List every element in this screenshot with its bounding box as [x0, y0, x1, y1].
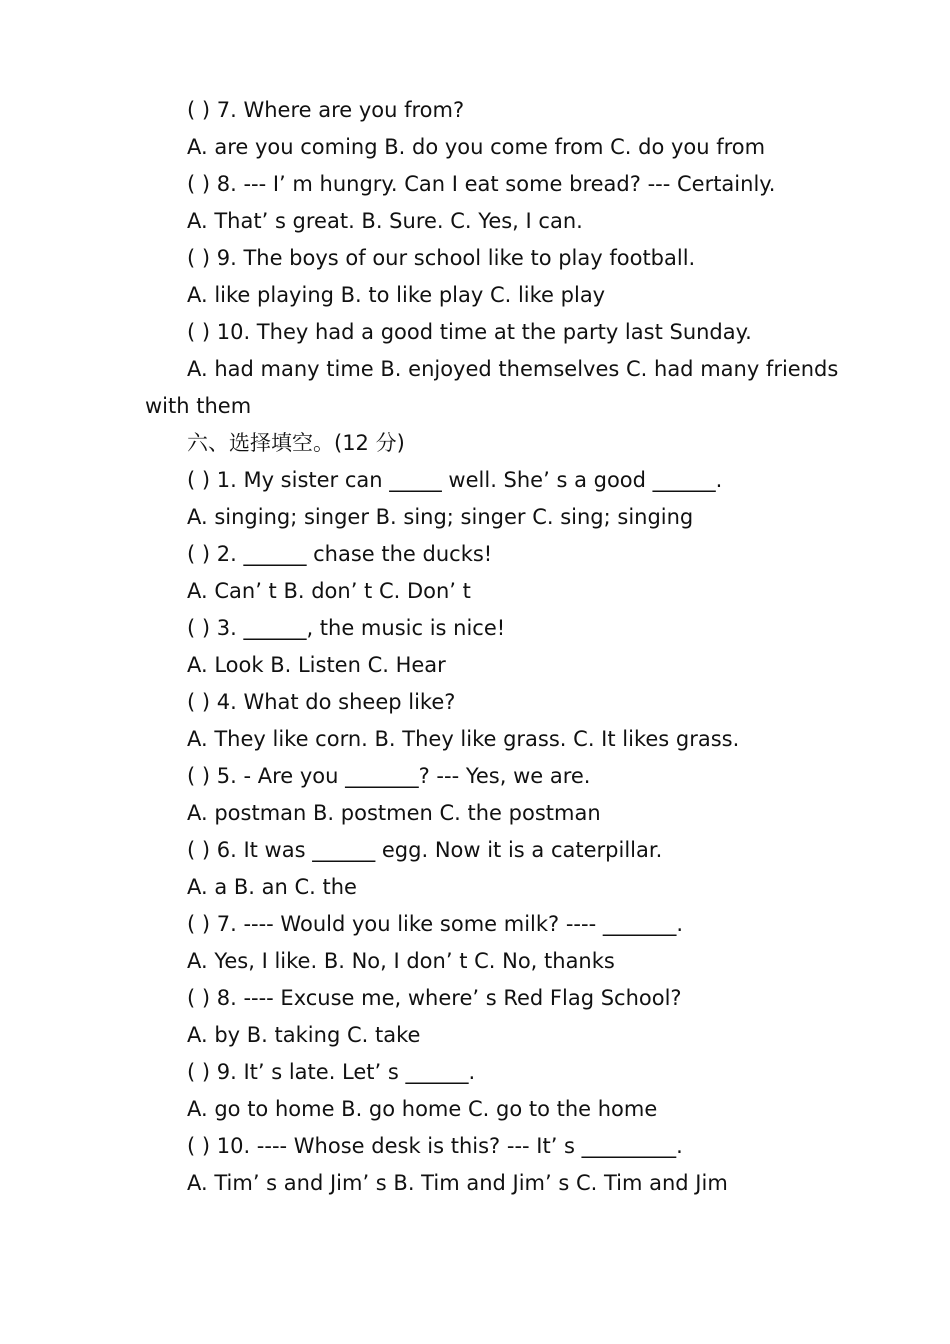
section-six-heading: 六、选择填空。(12 分)	[187, 431, 405, 455]
question-7-options: A. are you coming B. do you come from C. do you from	[187, 135, 766, 159]
s6-question-10-options: A. Tim’ s and Jim’ s B. Tim and Jim’ s C. Tim and Jim	[187, 1171, 728, 1195]
s6-question-8-options: A. by B. taking C. take	[187, 1023, 421, 1047]
s6-question-5-options: A. postman B. postmen C. the postman	[187, 801, 601, 825]
question-10-options-continued: with them	[145, 394, 252, 418]
s6-question-1-prompt: ( ) 1. My sister can _____ well. She’ s a good ______.	[187, 468, 723, 492]
s6-question-4-prompt: ( ) 4. What do sheep like?	[187, 690, 456, 714]
s6-question-7-prompt: ( ) 7. ---- Would you like some milk? ---- _______.	[187, 912, 684, 936]
question-10-prompt: ( ) 10. They had a good time at the party last Sunday.	[187, 320, 752, 344]
s6-question-8-prompt: ( ) 8. ---- Excuse me, where’ s Red Flag School?	[187, 986, 682, 1010]
s6-question-4-options: A. They like corn. B. They like grass. C. It likes grass.	[187, 727, 740, 751]
s6-question-10-prompt: ( ) 10. ---- Whose desk is this? --- It’ s _________.	[187, 1134, 683, 1158]
s6-question-6-options: A. a B. an C. the	[187, 875, 357, 899]
s6-question-5-prompt: ( ) 5. - Are you _______? --- Yes, we are.	[187, 764, 591, 788]
s6-question-2-options: A. Can’ t B. don’ t C. Don’ t	[187, 579, 471, 603]
s6-question-3-prompt: ( ) 3. ______, the music is nice!	[187, 616, 506, 640]
question-9-prompt: ( ) 9. The boys of our school like to play football.	[187, 246, 696, 270]
s6-question-2-prompt: ( ) 2. ______ chase the ducks!	[187, 542, 493, 566]
question-7-prompt: ( ) 7. Where are you from?	[187, 98, 465, 122]
s6-question-1-options: A. singing; singer B. sing; singer C. sing; singing	[187, 505, 694, 529]
document-content	[145, 92, 839, 1202]
question-8-options: A. That’ s great. B. Sure. C. Yes, I can.	[187, 209, 583, 233]
question-8-prompt: ( ) 8. --- I’ m hungry. Can I eat some bread? --- Certainly.	[187, 172, 776, 196]
s6-question-3-options: A. Look B. Listen C. Hear	[187, 653, 446, 677]
s6-question-7-options: A. Yes, I like. B. No, I don’ t C. No, thanks	[187, 949, 615, 973]
s6-question-6-prompt: ( ) 6. It was ______ egg. Now it is a caterpillar.	[187, 838, 663, 862]
question-9-options: A. like playing B. to like play C. like play	[187, 283, 606, 307]
s6-question-9-prompt: ( ) 9. It’ s late. Let’ s ______.	[187, 1060, 476, 1084]
s6-question-9-options: A. go to home B. go home C. go to the home	[187, 1097, 658, 1121]
question-10-options: A. had many time B. enjoyed themselves C. had many friends	[187, 357, 839, 381]
